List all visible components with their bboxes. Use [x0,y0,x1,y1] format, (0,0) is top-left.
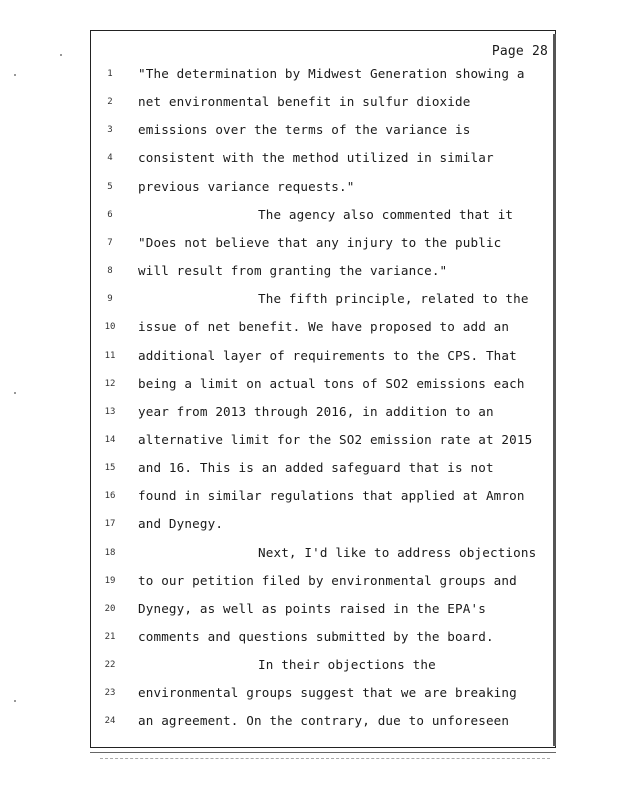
transcript-line [0,571,618,591]
line-number: 7 [107,237,113,248]
line-text: consistent with the method utilized in similar [138,150,494,166]
line-text: "Does not believe that any injury to the public [138,234,502,250]
transcript-line [0,683,618,703]
line-number: 10 [104,322,116,333]
line-number: 23 [104,688,116,699]
transcript-line [0,430,618,450]
line-number: 9 [107,294,113,305]
transcript-line [0,374,618,394]
transcript-line [0,458,618,478]
line-text: to our petition filed by environmental groups and [138,572,517,588]
scan-speck [60,54,62,56]
line-number: 1 [107,69,113,79]
line-number: 20 [104,603,116,614]
line-text: "The determination by Midwest Generation showing a [138,66,525,81]
line-text: emissions over the terms of the variance is [138,122,471,138]
line-number: 6 [107,209,113,220]
transcript-line [0,346,618,366]
line-number: 18 [104,547,116,558]
transcript-line [0,233,618,253]
line-number: 22 [104,660,116,671]
line-text: and 16. This is an added safeguard that is not [138,460,494,476]
line-number: 12 [104,378,116,389]
line-text: and Dynegy. [138,516,224,532]
transcript-line [0,627,618,647]
transcript-line [0,92,618,112]
page-number: Page 28 [491,44,548,59]
line-number: 19 [104,575,116,586]
transcript-line [0,514,618,534]
line-number: 17 [104,519,116,530]
line-text: an agreement. On the contrary, due to unforeseen [138,713,510,729]
scan-speck [14,700,16,702]
scan-speck [14,74,16,76]
transcript-line [0,711,618,731]
page-border-bottom [90,752,556,753]
scan-speck [14,392,16,394]
line-text: Dynegy, as well as points raised in the EPA's [138,600,486,616]
line-number: 21 [104,632,116,642]
line-text: found in similar regulations that applied at Amron [138,488,525,504]
line-text: year from 2013 through 2016, in addition to an [138,403,494,419]
line-number: 14 [104,434,116,445]
transcript-line [0,402,618,422]
transcript-line [0,177,618,197]
line-number: 24 [104,716,116,727]
transcript-line [0,317,618,337]
line-number: 4 [107,153,113,164]
line-number: 2 [107,97,113,108]
transcript-line [0,120,618,140]
transcript-line [0,543,618,563]
line-text: In their objections the [258,657,436,673]
line-number: 8 [107,266,113,277]
line-number: 16 [104,491,116,502]
line-text: net environmental benefit in sulfur dioxide [138,94,471,110]
transcript-line [0,655,618,675]
line-number: 13 [104,406,116,417]
line-text: additional layer of requirements to the CPS. That [138,347,517,363]
transcript-line [0,289,618,309]
scan-artifact-line [100,758,550,760]
line-text: comments and questions submitted by the board. [138,629,494,644]
line-number: 11 [104,350,116,361]
line-text: The fifth principle, related to the [258,291,529,307]
line-number: 15 [104,463,116,474]
transcript-line [0,64,618,84]
line-text: will result from granting the variance." [138,263,448,279]
line-text: Next, I'd like to address objections [258,544,537,560]
line-text: being a limit on actual tons of SO2 emissions each [138,375,525,391]
line-number: 5 [107,181,113,192]
line-number: 3 [107,125,113,136]
line-text: previous variance requests." [138,178,355,194]
transcript-line [0,486,618,506]
line-text: environmental groups suggest that we are breaking [138,685,517,701]
transcript-line [0,148,618,168]
line-text: issue of net benefit. We have proposed to add an [138,319,510,335]
transcript-line [0,599,618,619]
transcript-line [0,205,618,225]
transcript-line [0,261,618,281]
line-text: alternative limit for the SO2 emission rate at 2015 [138,431,533,447]
line-text: The agency also commented that it [258,206,514,222]
